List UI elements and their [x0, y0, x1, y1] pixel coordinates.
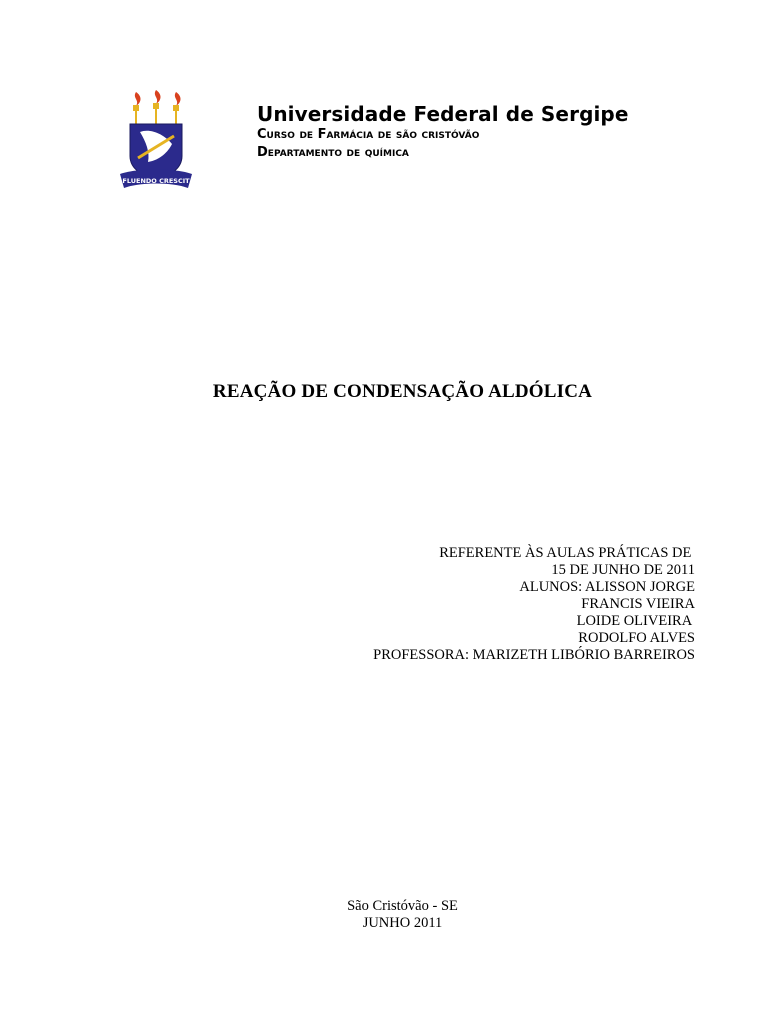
- info-line-reference: REFERENTE ÀS AULAS PRÁTICAS DE: [439, 545, 695, 561]
- logo-motto: FLUENDO CRESCIT: [122, 177, 190, 185]
- institution-header: [257, 102, 629, 162]
- ufs-coat-of-arms-icon: [116, 88, 196, 198]
- report-info-block: [373, 545, 695, 664]
- torch-icon: [173, 92, 181, 124]
- footer-date: JUNHO 2011: [362, 915, 443, 931]
- info-line-students: ALUNOS: ALISSON JORGE: [519, 579, 695, 595]
- torch-icon: [133, 92, 141, 124]
- torch-icon: [153, 90, 161, 124]
- info-line-professor: PROFESSORA: MARIZETH LIBÓRIO BARREIROS: [373, 647, 695, 663]
- university-name: Universidade Federal de Sergipe: [257, 102, 629, 126]
- info-line-student: LOIDE OLIVEIRA: [576, 613, 695, 629]
- document-footer: [0, 898, 768, 932]
- info-line-student: RODOLFO ALVES: [578, 630, 695, 646]
- department-name: Departamento de química: [257, 145, 409, 160]
- document-title: REAÇÃO DE CONDENSAÇÃO ALDÓLICA: [212, 381, 593, 402]
- course-name: Curso de Farmácia de são cristóvão: [257, 127, 480, 142]
- footer-location: São Cristóvão - SE: [347, 898, 458, 914]
- university-logo: [116, 88, 196, 198]
- info-line-student: FRANCIS VIEIRA: [581, 596, 695, 612]
- info-line-date: 15 DE JUNHO DE 2011: [551, 562, 695, 578]
